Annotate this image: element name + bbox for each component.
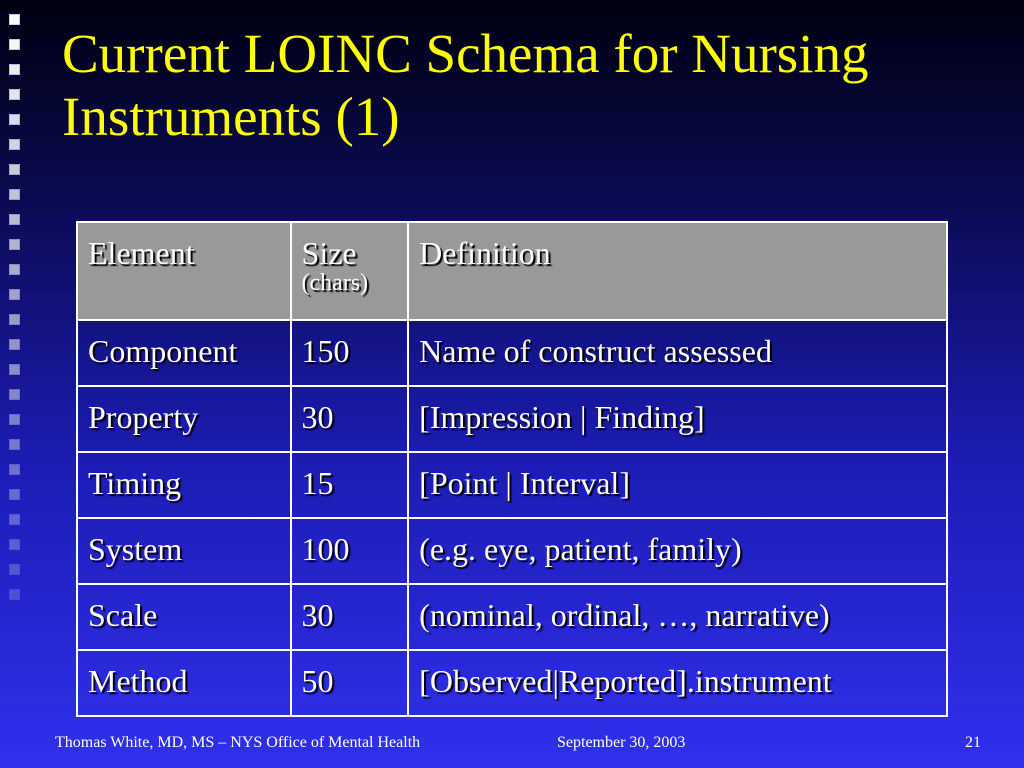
cell-element: System	[77, 518, 291, 584]
footer-date: September 30, 2003	[557, 734, 686, 751]
cell-size: 15	[291, 452, 409, 518]
decorative-square	[9, 464, 20, 475]
decorative-square	[9, 89, 20, 100]
header-size	[291, 222, 409, 320]
decorative-square	[9, 64, 20, 75]
decorative-square	[9, 364, 20, 375]
decorative-square	[9, 164, 20, 175]
header-definition: Definition	[408, 222, 947, 320]
decorative-square	[9, 439, 20, 450]
cell-element: Scale	[77, 584, 291, 650]
decorative-square	[9, 214, 20, 225]
decorative-square	[9, 489, 20, 500]
cell-size: 100	[291, 518, 409, 584]
cell-definition: [Observed|Reported].instrument	[408, 650, 947, 716]
table-row	[77, 320, 947, 386]
decorative-square	[9, 314, 20, 325]
cell-element: Property	[77, 386, 291, 452]
decorative-square	[9, 139, 20, 150]
decorative-square	[9, 389, 20, 400]
decorative-square	[9, 114, 20, 125]
cell-size: 50	[291, 650, 409, 716]
table-row	[77, 386, 947, 452]
cell-definition: Name of construct assessed	[408, 320, 947, 386]
slide-title: Current LOINC Schema for Nursing Instruments (1)	[62, 23, 869, 147]
decorative-square	[9, 414, 20, 425]
decorative-square	[9, 189, 20, 200]
cell-definition: (nominal, ordinal, …, narrative)	[408, 584, 947, 650]
loinc-schema-table	[76, 221, 948, 717]
decorative-square-column	[9, 14, 23, 614]
header-size-label: Size	[301, 235, 357, 271]
decorative-square	[9, 264, 20, 275]
decorative-square	[9, 564, 20, 575]
cell-definition: (e.g. eye, patient, family)	[408, 518, 947, 584]
decorative-square	[9, 14, 20, 25]
cell-element: Method	[77, 650, 291, 716]
cell-element: Component	[77, 320, 291, 386]
cell-element: Timing	[77, 452, 291, 518]
footer-author: Thomas White, MD, MS – NYS Office of Mental Health	[55, 734, 421, 751]
table-row	[77, 650, 947, 716]
decorative-square	[9, 539, 20, 550]
decorative-square	[9, 514, 20, 525]
table-row	[77, 584, 947, 650]
cell-definition: [Point | Interval]	[408, 452, 947, 518]
decorative-square	[9, 589, 20, 600]
cell-definition: [Impression | Finding]	[408, 386, 947, 452]
table-row	[77, 518, 947, 584]
cell-size: 150	[291, 320, 409, 386]
decorative-square	[9, 289, 20, 300]
decorative-square	[9, 39, 20, 50]
decorative-square	[9, 339, 20, 350]
header-element: Element	[77, 222, 291, 320]
cell-size: 30	[291, 386, 409, 452]
footer-page-number: 21	[965, 734, 981, 751]
decorative-square	[9, 239, 20, 250]
table-header-row	[77, 222, 947, 320]
table-row	[77, 452, 947, 518]
cell-size: 30	[291, 584, 409, 650]
header-size-unit: (chars)	[301, 270, 369, 296]
